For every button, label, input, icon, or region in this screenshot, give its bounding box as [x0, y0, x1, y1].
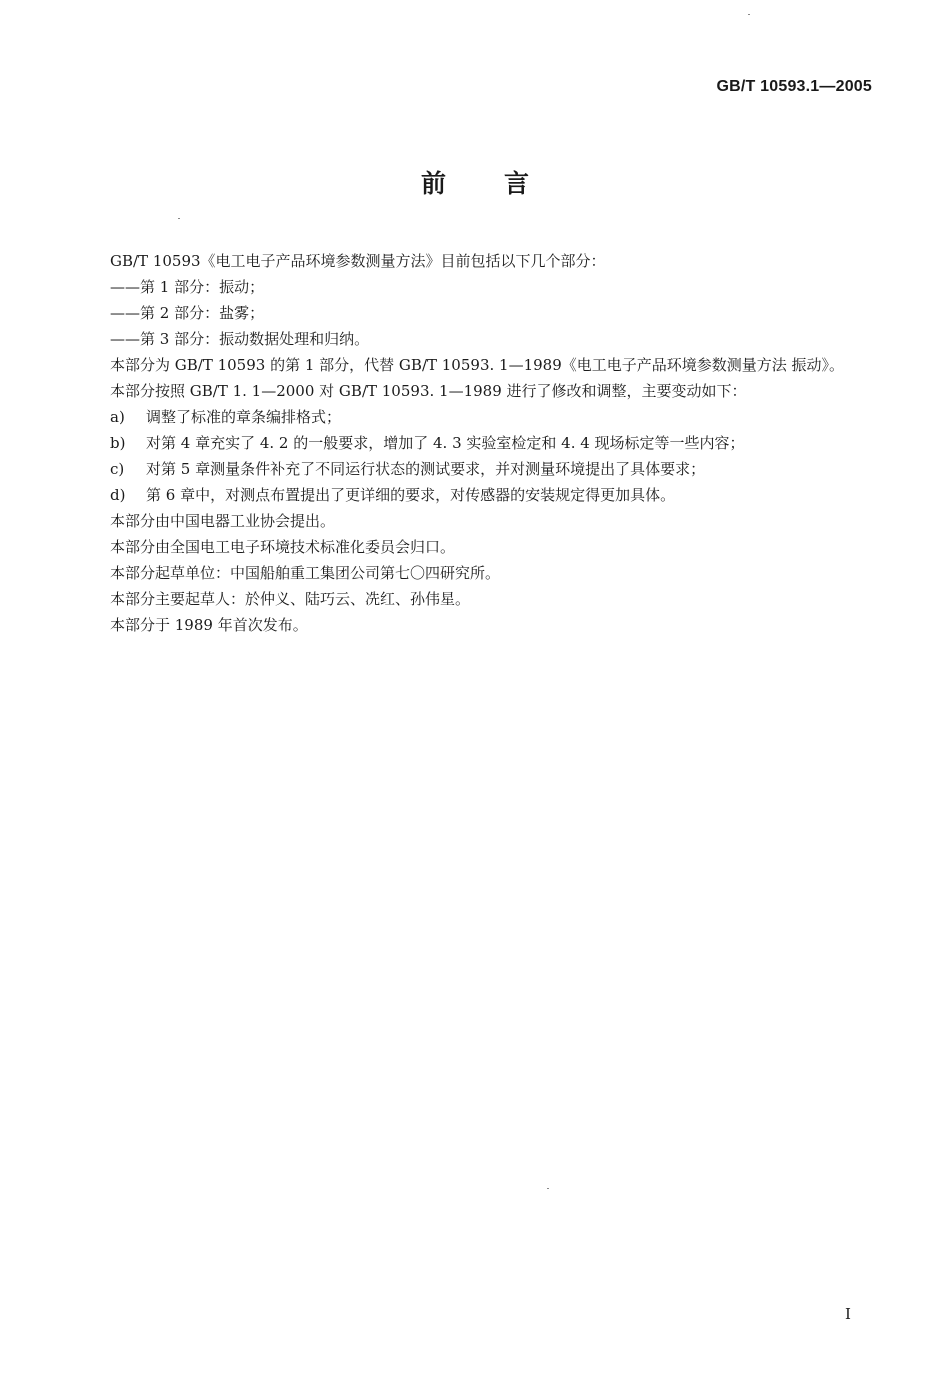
change-text: 调整了标准的章条编排格式； [146, 408, 342, 426]
page-number: I [845, 1305, 851, 1323]
first-issue-paragraph: 本部分于 1989 年首次发布。 [110, 616, 308, 634]
part-item: ——第 1 部分：振动； [110, 278, 265, 296]
drafters-paragraph: 本部分主要起草人：於仲义、陆巧云、冼红、孙伟星。 [110, 590, 471, 608]
page-title: 前言 [420, 169, 587, 198]
drafting-unit-paragraph: 本部分起草单位：中国船舶重工集团公司第七〇四研究所。 [110, 564, 501, 582]
centralized-by-paragraph: 本部分由全国电工电子环境技术标准化委员会归口。 [110, 538, 456, 556]
change-text: 对第 4 章充实了 4. 2 的一般要求，增加了 4. 3 实验室检定和 4. 4 现场标定等一些内容； [146, 434, 745, 452]
change-marker: b) [110, 434, 126, 452]
change-item [80, 456, 880, 482]
change-text: 对第 5 章测量条件补充了不同运行状态的测试要求，并对测量环境提出了具体要求； [146, 460, 706, 478]
change-item [80, 430, 880, 456]
part-item: ——第 2 部分：盐雾； [110, 304, 265, 322]
scan-speck [547, 1188, 549, 1189]
proposed-by-paragraph: 本部分由中国电器工业协会提出。 [110, 512, 336, 530]
scan-speck [178, 218, 180, 219]
replacement-paragraph: 本部分为 GB/T 10593 的第 1 部分，代替 GB/T 10593. 1—1989《电工电子产品环境参数测量方法 振动》。 [110, 356, 845, 374]
change-marker: a) [110, 408, 125, 426]
changes-intro-paragraph: 本部分按照 GB/T 1. 1—2000 对 GB/T 10593. 1—1989 进行了修改和调整，主要变动如下： [110, 382, 747, 400]
document-body [80, 248, 880, 638]
change-marker: d) [110, 486, 126, 504]
part-item: ——第 3 部分：振动数据处理和归纳。 [110, 330, 370, 348]
intro-paragraph: GB/T 10593《电工电子产品环境参数测量方法》目前包括以下几个部分： [110, 252, 606, 270]
change-item [80, 482, 880, 508]
scan-speck [748, 14, 750, 15]
change-item [80, 404, 880, 430]
standard-code: GB/T 10593.1—2005 [716, 78, 872, 95]
change-text: 第 6 章中，对测点布置提出了更详细的要求，对传感器的安装规定得更加具体。 [146, 486, 676, 504]
change-marker: c) [110, 460, 125, 478]
